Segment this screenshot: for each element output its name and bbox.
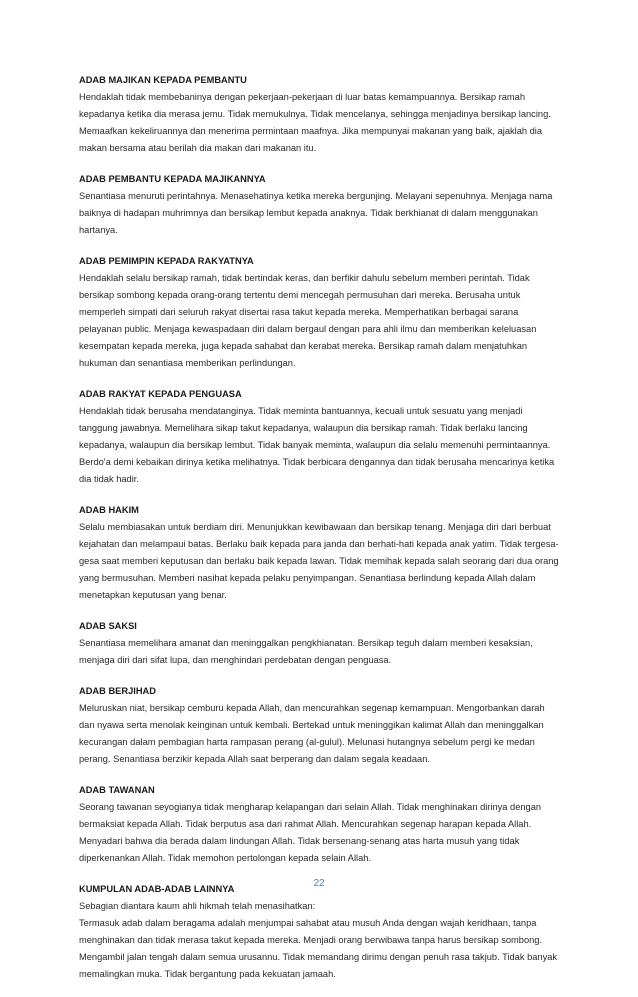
section-paragraph: Termasuk adab dalam beragama adalah menjumpai sahabat atau musuh Anda dengan wajah keridhaan, tanpa menghinakan dan tidak merasa takut kepada mereka. Menjadi orang berwibawa tanpa harus bersikap sombong. Mengambil jalan tengah dalam semua urusannu. Tidak memandang dirimu dengan penuh rasa takjub. Tidak banyak memalingkan muka. Tidak bergantung pada kekuatan jamaah. xyxy=(79,918,558,979)
section-heading: ADAB RAKYAT KEPADA PENGUASA xyxy=(79,389,242,399)
section-paragraph: Hendaklah tidak berusaha mendatanginya. Tidak meminta bantuannya, kecuali untuk sesuatu yang menjadi tanggung jawabnya. Memelihara sikap takut kepadanya, walaupun dia bersikap ramah. Tidak berlaku lancing kepadanya, walaupun dia bersikap lembut. Tidak banyak meminta, walaupun dia selalu memenuhi permintaannya. Berdo'a demi kebaikan dirinya ketika melihatnya. Tidak berbicara dengannya dan tidak berusaha mencarinya ketika dia tidak hadir. xyxy=(79,406,555,484)
section-adab-pemimpin xyxy=(79,253,561,372)
section-paragraph: Senantiasa memelihara amanat dan meninggalkan pengkhianatan. Bersikap teguh dalam memberi kesaksian, menjaga diri dari sifat lupa, dan menghindari perdebatan dengan penguasa. xyxy=(79,638,533,665)
section-heading: KUMPULAN ADAB-ADAB LAINNYA xyxy=(79,884,235,894)
section-adab-rakyat xyxy=(79,386,561,488)
section-heading: ADAB TAWANAN xyxy=(79,785,155,795)
page-number: 22 xyxy=(313,878,325,889)
section-adab-hakim xyxy=(79,502,561,604)
section-paragraph: Senantiasa menuruti perintahnya. Menasehatinya ketika mereka bergunjing. Melayani sepenuhnya. Menjaga nama baiknya di hadapan muhrimnya dan bersikap lembut kepada anaknya. Tidak berkhianat di dalam menggunakan hartanya. xyxy=(79,191,553,235)
section-heading: ADAB SAKSI xyxy=(79,621,137,631)
section-adab-tawanan xyxy=(79,782,561,867)
section-paragraph: Seorang tawanan seyogianya tidak mengharap kelapangan dari selain Allah. Tidak menghinakan dirinya dengan bermaksiat kepada Allah. Tidak berputus asa dari rahmat Allah. Mencurahkan segenap harapan kepada Allah. Menyadari bahwa dia berada dalam lindungan Allah. Tidak bersenang-senang atas harta musuh yang tidak diperkenankan Allah. Tidak memohon pertolongan kepada selain Allah. xyxy=(79,802,542,863)
section-adab-saksi xyxy=(79,618,561,669)
section-paragraph: Selalu membiasakan untuk berdiam diri. Menunjukkan kewibawaan dan bersikap tenang. Menjaga diri dari berbuat kejahatan dan melampaui batas. Berlaku baik kepada para janda dan berhati-hati kepada anak yatim. Tidak tergesa-gesa saat memberi keputusan dan berlaku baik kepada lawan. Tidak memihak kepada salah seorang dari dua orang yang bermusuhan. Memberi nasihat kepada pelaku penyimpangan. Senantiasa berlindung kepada Allah dalam menetapkan keputusan yang benar. xyxy=(79,522,559,600)
section-heading: ADAB HAKIM xyxy=(79,505,139,515)
section-heading: ADAB PEMIMPIN KEPADA RAKYATNYA xyxy=(79,256,254,266)
section-adab-berjihad xyxy=(79,683,561,768)
section-adab-majikan xyxy=(79,72,561,157)
section-heading: ADAB PEMBANTU KEPADA MAJIKANNYA xyxy=(79,174,266,184)
section-heading: ADAB MAJIKAN KEPADA PEMBANTU xyxy=(79,75,247,85)
section-paragraph: Sebagian diantara kaum ahli hikmah telah menasihatkan: xyxy=(79,901,316,911)
section-adab-pembantu xyxy=(79,171,561,239)
document-body xyxy=(79,72,561,997)
section-paragraph: Meluruskan niat, bersikap cemburu kepada Allah, dan mencurahkan segenap kemampuan. Mengorbankan darah dan nyawa serta menolak keinginan untuk kembali. Bertekad untuk meninggikan kalimat Allah dan meninggalkan kecurangan dalam pembagian harta rampasan perang (al-gulul). Melunasi hutangnya sebelum pergi ke medan perang. Senantiasa berzikir kepada Allah saat berperang dan dalam segala keadaan. xyxy=(79,703,545,764)
section-paragraph: Hendaklah selalu bersikap ramah, tidak bertindak keras, dan berfikir dahulu sebelum memberi perintah. Tidak bersikap sombong kepada orang-orang tertentu demi mencegah permusuhan dari mereka. Berusaha untuk memperleh simpati dari seluruh rakyat disertai rasa takut kepada mereka. Memperhatikan berbagai sarana pelayanan public. Menjaga kewaspadaan diri dalam bergaul dengan para ahli ilmu dan memberikan keleluasan kesempatan kepada mereka, juga kepada sahabat dan kerabat mereka. Bersikap ramah dalam menjatuhkan hukuman dan senantiasa memberikan perlindungan. xyxy=(79,273,537,368)
section-heading: ADAB BERJIHAD xyxy=(79,686,156,696)
section-paragraph: Hendaklah tidak membebaninya dengan pekerjaan-pekerjaan di luar batas kemampuannya. Bersikap ramah kepadanya ketika dia merasa jemu. Tidak memukulnya. Tidak mencelanya, sehingga menjadinya bersikap lancing. Memaafkan kekeliruannya dan menerima permintaan maafnya. Jika mempunyai makanan yang baik, ajaklah dia makan bersama atau berilah dia makan dari makanan itu. xyxy=(79,92,551,153)
section-kumpulan-adab xyxy=(79,881,561,983)
